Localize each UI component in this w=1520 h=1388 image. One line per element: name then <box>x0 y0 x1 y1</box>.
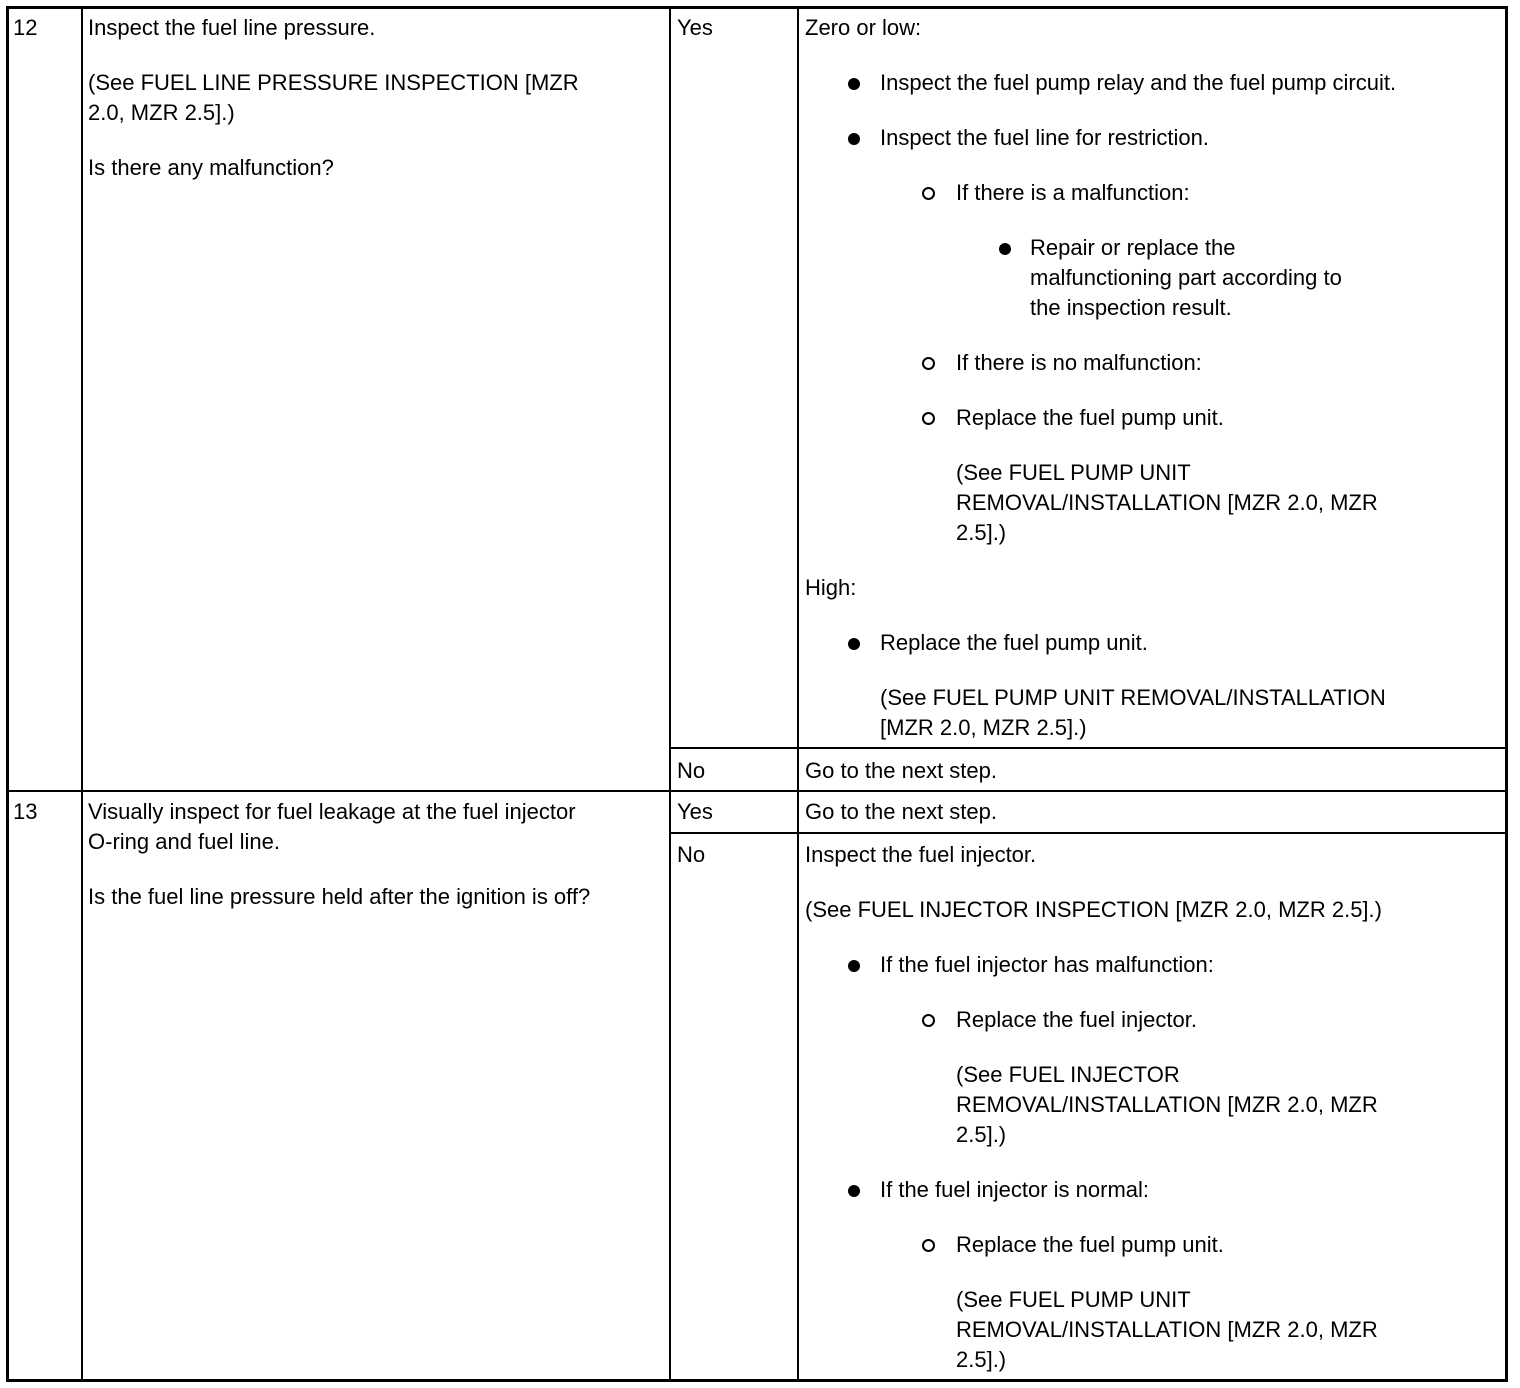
bullet-icon <box>848 1185 860 1197</box>
reference-text: (See FUEL PUMP UNIT REMOVAL/INSTALLATION <box>880 685 1386 710</box>
result-text: Inspect the fuel injector. <box>805 842 1037 867</box>
action-reference: (See FUEL LINE PRESSURE INSPECTION [MZR <box>88 70 579 95</box>
bullet-icon <box>848 78 860 90</box>
circle-bullet-icon <box>922 412 935 425</box>
list-item: Replace the fuel injector. <box>956 1007 1197 1032</box>
yes-label: Yes <box>677 799 713 824</box>
result-heading: High: <box>805 575 857 600</box>
list-item: Replace the fuel pump unit. <box>956 1232 1224 1257</box>
list-item: Replace the fuel pump unit. <box>956 405 1224 430</box>
list-item: If the fuel injector has malfunction: <box>880 952 1214 977</box>
bullet-icon <box>999 243 1011 255</box>
action-question: Is there any malfunction? <box>88 155 334 180</box>
reference-text: 2.5].) <box>956 520 1007 545</box>
list-item: Repair or replace the <box>1030 235 1236 260</box>
reference-text: REMOVAL/INSTALLATION [MZR 2.0, MZR <box>956 1092 1378 1117</box>
reference-text: 2.5].) <box>956 1122 1007 1147</box>
reference-text: (See FUEL INJECTOR <box>956 1062 1180 1087</box>
action-reference: 2.0, MZR 2.5].) <box>88 100 235 125</box>
list-item: Inspect the fuel line for restriction. <box>880 125 1209 150</box>
reference-text: [MZR 2.0, MZR 2.5].) <box>880 715 1087 740</box>
result-text: Go to the next step. <box>805 799 998 824</box>
column-divider <box>797 8 799 1380</box>
yes-label: Yes <box>677 15 713 40</box>
action-text: Visually inspect for fuel leakage at the fuel injector <box>88 799 576 824</box>
list-item: If there is no malfunction: <box>956 350 1202 375</box>
circle-bullet-icon <box>922 1239 935 1252</box>
no-label: No <box>677 842 706 867</box>
column-divider <box>81 8 83 1380</box>
no-label: No <box>677 758 706 783</box>
circle-bullet-icon <box>922 187 935 200</box>
row-divider <box>669 747 1506 749</box>
result-text: Go to the next step. <box>805 758 998 783</box>
column-divider <box>669 8 671 1380</box>
reference-text: (See FUEL PUMP UNIT <box>956 460 1191 485</box>
reference-text: (See FUEL PUMP UNIT <box>956 1287 1191 1312</box>
list-item: the inspection result. <box>1030 295 1232 320</box>
action-text: O-ring and fuel line. <box>88 829 280 854</box>
list-item: If the fuel injector is normal: <box>880 1177 1150 1202</box>
list-item: Replace the fuel pump unit. <box>880 630 1148 655</box>
step-number: 12 <box>13 15 38 40</box>
action-text: Inspect the fuel line pressure. <box>88 15 376 40</box>
bullet-icon <box>848 960 860 972</box>
reference-text: 2.5].) <box>956 1347 1007 1372</box>
step-number: 13 <box>13 799 38 824</box>
row-divider <box>669 832 1506 834</box>
bullet-icon <box>848 133 860 145</box>
reference-text: (See FUEL INJECTOR INSPECTION [MZR 2.0, MZR 2.5].) <box>805 897 1382 922</box>
circle-bullet-icon <box>922 1014 935 1027</box>
list-item: Inspect the fuel pump relay and the fuel pump circuit. <box>880 70 1397 95</box>
list-item: If there is a malfunction: <box>956 180 1190 205</box>
reference-text: REMOVAL/INSTALLATION [MZR 2.0, MZR <box>956 1317 1378 1342</box>
list-item: malfunctioning part according to <box>1030 265 1342 290</box>
action-question: Is the fuel line pressure held after the ignition is off? <box>88 884 591 909</box>
row-divider <box>8 790 1506 792</box>
result-heading: Zero or low: <box>805 15 922 40</box>
reference-text: REMOVAL/INSTALLATION [MZR 2.0, MZR <box>956 490 1378 515</box>
circle-bullet-icon <box>922 357 935 370</box>
bullet-icon <box>848 638 860 650</box>
